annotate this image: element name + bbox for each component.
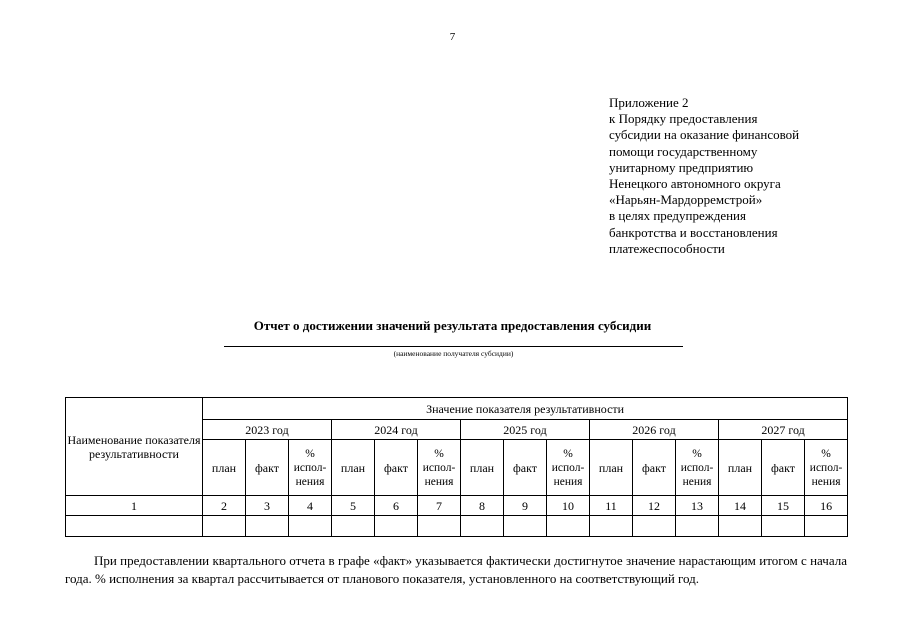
fact-header: факт: [504, 440, 547, 496]
percent-sign: %: [821, 447, 831, 460]
empty-cell: [676, 516, 719, 537]
plan-header: план: [203, 440, 246, 496]
percent-label-line: нения: [682, 475, 712, 488]
year-header: 2025 год: [461, 420, 590, 440]
column-number: 10: [547, 496, 590, 516]
appendix-line: в целях предупреждения: [609, 208, 746, 224]
appendix-line: Ненецкого автономного округа: [609, 176, 781, 192]
column-number: 5: [332, 496, 375, 516]
appendix-line: субсидии на оказание финансовой: [609, 127, 800, 143]
column-number: 12: [633, 496, 676, 516]
empty-cell: [246, 516, 289, 537]
fact-header: факт: [375, 440, 418, 496]
plan-header: план: [461, 440, 504, 496]
empty-cell: [461, 516, 504, 537]
indicator-value-header: Значение показателя результативности: [203, 398, 848, 420]
percent-header: [289, 440, 332, 496]
percent-sign: %: [692, 447, 702, 460]
appendix-line: унитарному предприятию: [609, 159, 754, 175]
fact-header: факт: [762, 440, 805, 496]
column-number: 9: [504, 496, 547, 516]
appendix-line: помощи государственному: [609, 143, 758, 159]
empty-cell: [590, 516, 633, 537]
empty-cell: [762, 516, 805, 537]
column-number: 13: [676, 496, 719, 516]
fact-header: факт: [246, 440, 289, 496]
percent-label-line: испол-: [551, 461, 585, 474]
column-number: 7: [418, 496, 461, 516]
year-header: 2026 год: [590, 420, 719, 440]
empty-cell: [805, 516, 848, 537]
year-header: 2027 год: [719, 420, 848, 440]
recipient-caption: (наименование получателя субсидии): [393, 349, 514, 358]
plan-header: план: [332, 440, 375, 496]
appendix-line: к Порядку предоставления: [609, 111, 758, 127]
percent-label-line: испол-: [809, 461, 843, 474]
empty-cell: [719, 516, 762, 537]
report-title: Отчет о достижении значений результата предоставления субсидии: [253, 318, 652, 333]
column-number: 11: [590, 496, 633, 516]
empty-cell: [203, 516, 246, 537]
column-number: 16: [805, 496, 848, 516]
appendix-line: платежеспособности: [609, 240, 725, 256]
column-number: 14: [719, 496, 762, 516]
percent-label-line: испол-: [680, 461, 714, 474]
appendix-block: [609, 95, 849, 257]
percent-header: [418, 440, 461, 496]
column-number: 4: [289, 496, 332, 516]
appendix-line: «Нарьян-Мардорремстрой»: [609, 192, 763, 208]
column-number: 2: [203, 496, 246, 516]
column-number: 15: [762, 496, 805, 516]
appendix-line: Приложение 2: [609, 95, 689, 110]
page-number: 7: [449, 31, 456, 43]
year-header: 2024 год: [332, 420, 461, 440]
percent-label-line: нения: [295, 475, 325, 488]
column-number: 8: [461, 496, 504, 516]
empty-cell: [633, 516, 676, 537]
indicator-table: [65, 397, 848, 537]
percent-label-line: испол-: [422, 461, 456, 474]
indicator-name-header: Наименование показателя результативности: [66, 398, 203, 496]
percent-header: [805, 440, 848, 496]
empty-cell: [332, 516, 375, 537]
plan-header: план: [719, 440, 762, 496]
plan-header: план: [590, 440, 633, 496]
appendix-line: банкротства и восстановления: [609, 224, 778, 240]
empty-cell: [66, 516, 203, 537]
column-number: 6: [375, 496, 418, 516]
fact-header: факт: [633, 440, 676, 496]
percent-label-line: испол-: [293, 461, 327, 474]
percent-label-line: нения: [424, 475, 454, 488]
empty-cell: [547, 516, 590, 537]
empty-cell: [418, 516, 461, 537]
percent-sign: %: [305, 447, 315, 460]
empty-cell: [504, 516, 547, 537]
percent-label-line: нения: [811, 475, 841, 488]
empty-cell: [375, 516, 418, 537]
percent-sign: %: [563, 447, 573, 460]
column-number: 3: [246, 496, 289, 516]
column-number: 1: [66, 496, 203, 516]
percent-label-line: нения: [553, 475, 583, 488]
percent-header: [676, 440, 719, 496]
year-header: 2023 год: [203, 420, 332, 440]
percent-header: [547, 440, 590, 496]
recipient-underline: [224, 346, 683, 347]
empty-cell: [289, 516, 332, 537]
percent-sign: %: [434, 447, 444, 460]
footnote-paragraph: При предоставлении квартального отчета в графе «факт» указывается фактически достигнутое значение нарастающим итогом с начала года. % исполнения за квартал рассчитывается от планового показателя, установленного на соответствующий год.: [65, 553, 847, 586]
